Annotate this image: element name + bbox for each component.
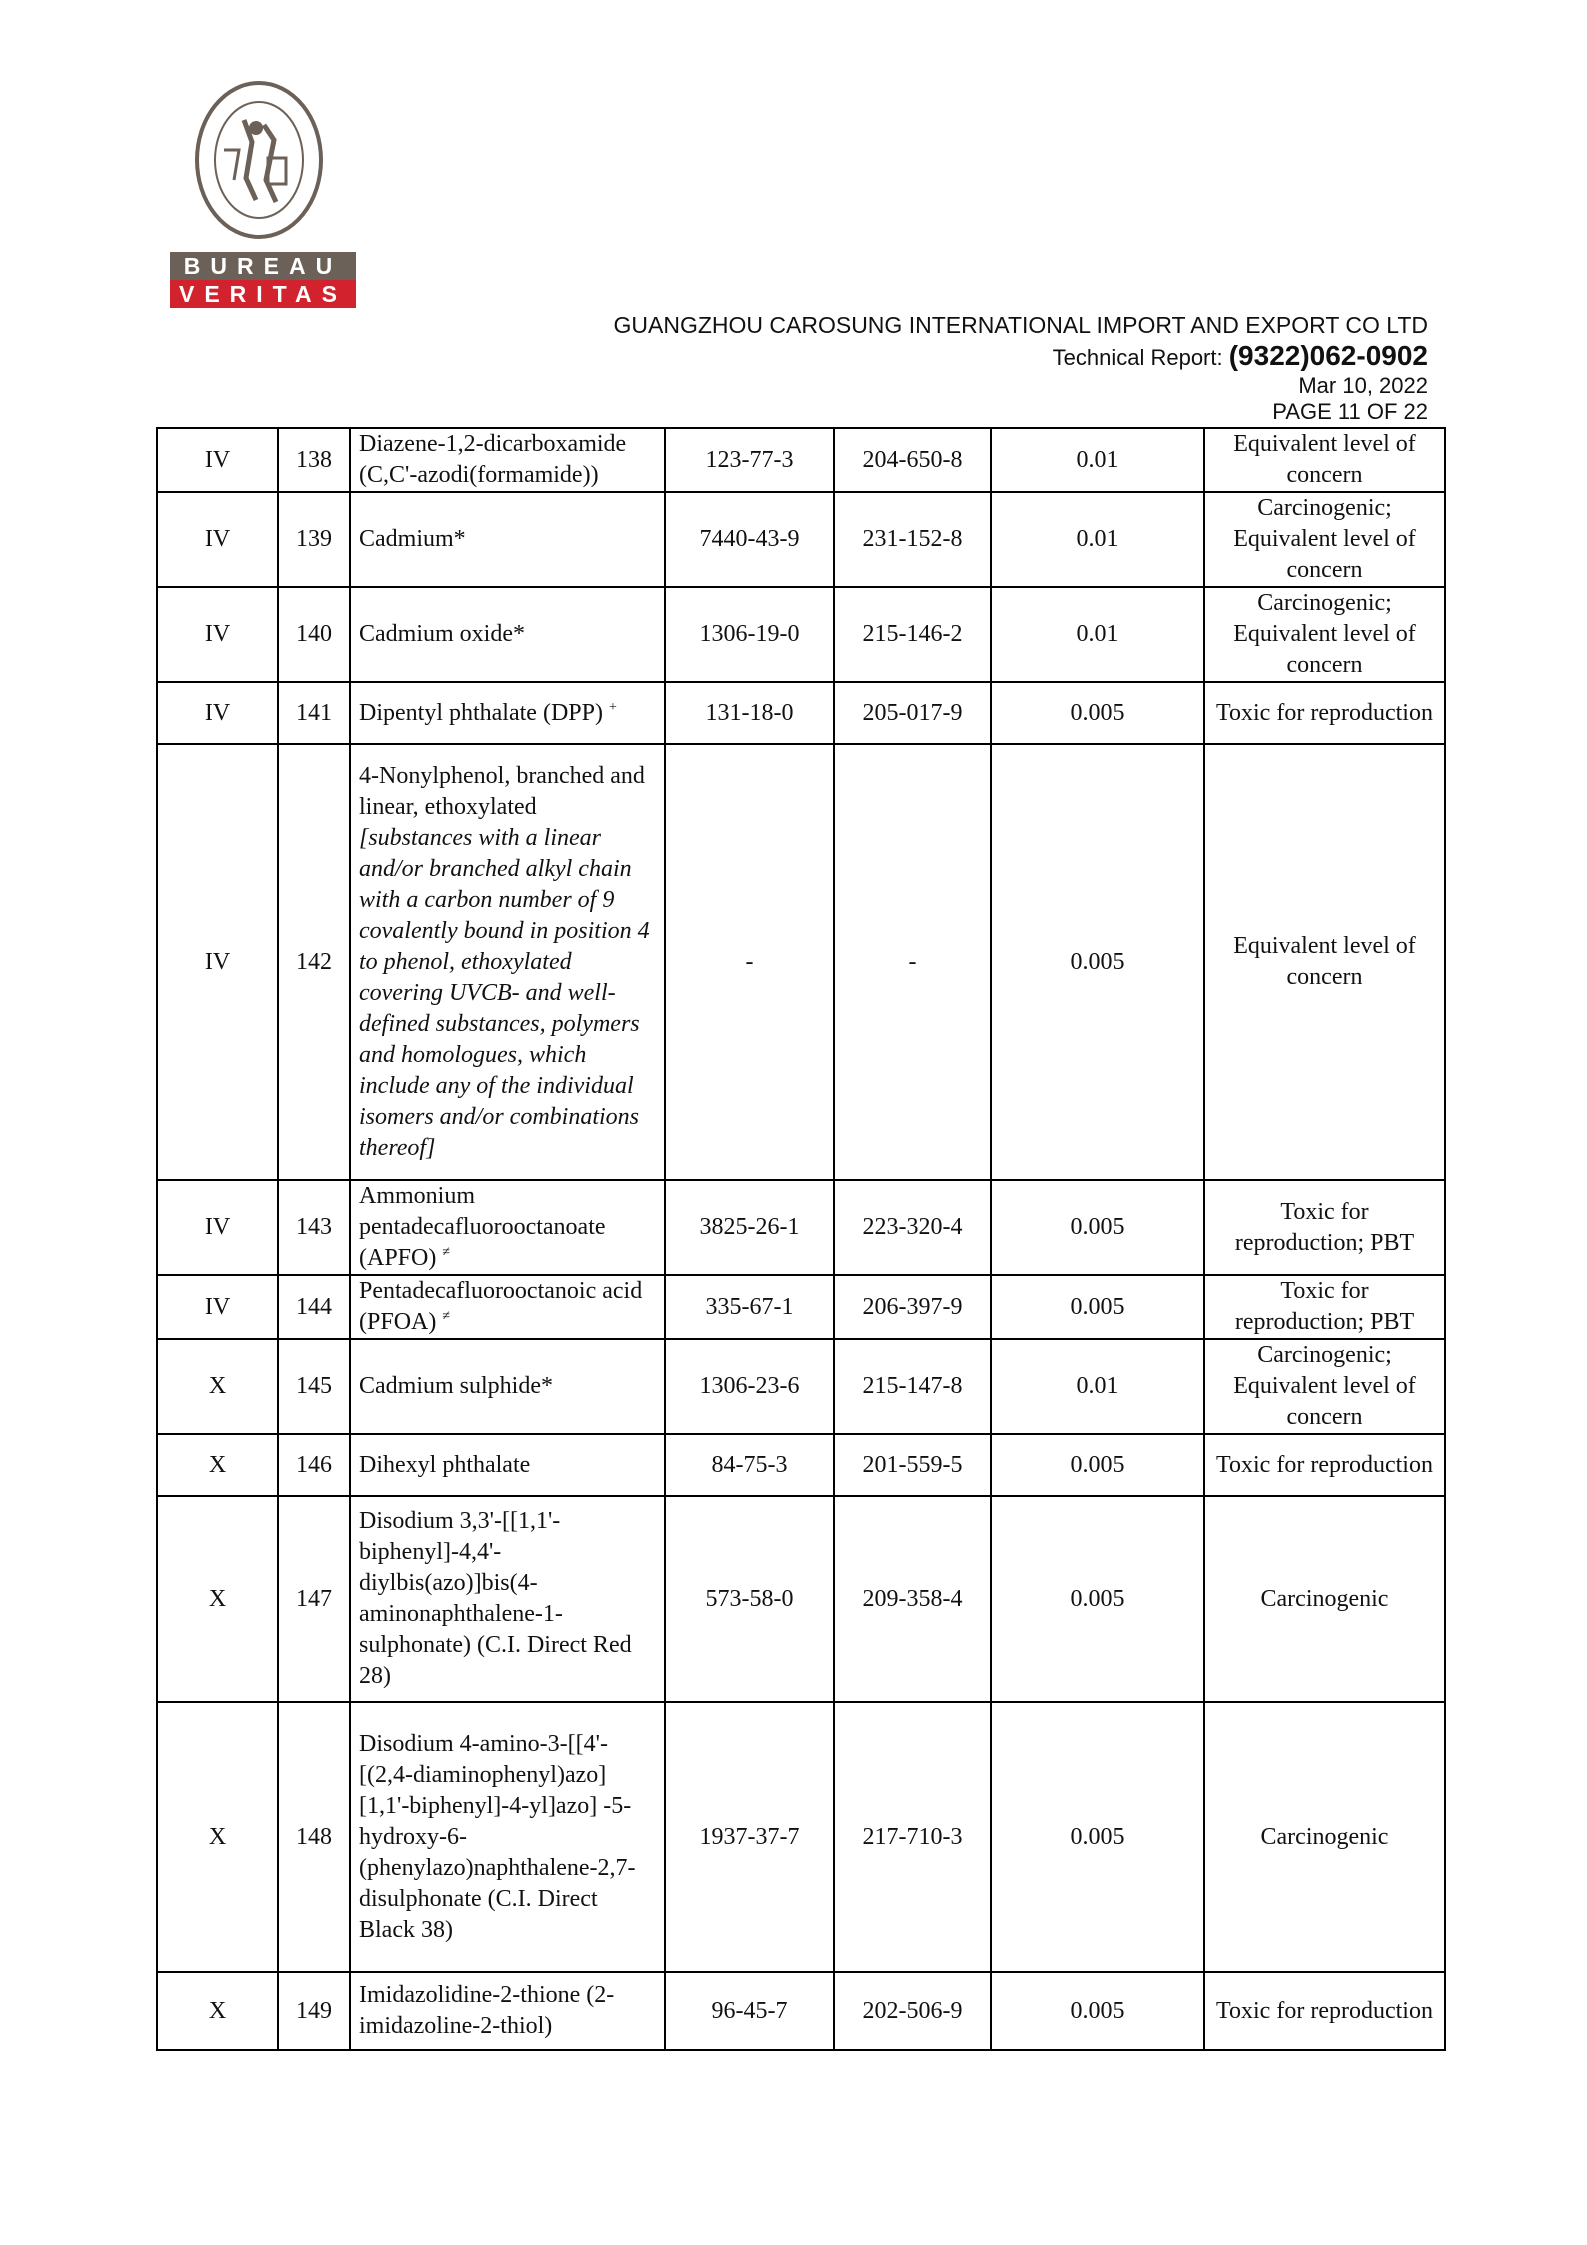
ec-number-cell-text: 204-650-8 [862, 446, 963, 473]
reason-cell [1204, 1702, 1445, 1972]
number-cell-text: 144 [296, 1293, 332, 1320]
ec-number-cell-text: 217-710-3 [862, 1823, 963, 1850]
number-cell [278, 1972, 350, 2050]
cas-number-cell [665, 1180, 834, 1275]
limit-cell [991, 682, 1204, 744]
ec-number-cell-text: 231-152-8 [862, 526, 963, 552]
cas-number-cell [665, 1496, 834, 1702]
reason-cell-text: Carcinogenic [1260, 1585, 1389, 1612]
substance-name-cell-text: Dihexyl phthalate [359, 1451, 531, 1478]
ec-number-cell [834, 587, 991, 682]
cas-number-cell-text: 335-67-1 [705, 1293, 794, 1320]
report-label: Technical Report: [1052, 345, 1229, 370]
ec-number-cell-text: 215-146-2 [862, 621, 963, 647]
cas-number-cell-text: 1306-19-0 [699, 621, 800, 647]
substance-footnote-mark: ≠ [442, 1309, 451, 1324]
cas-number-cell [665, 682, 834, 744]
number-cell-text: 146 [296, 1451, 332, 1478]
cas-number-cell [665, 1972, 834, 2050]
ec-number-cell-text: 202-506-9 [862, 1997, 963, 2024]
substance-name-cell-text: Imidazolidine-2-thione (2-imidazoline-2-thiol) [359, 1982, 615, 2039]
reason-cell [1204, 1275, 1445, 1339]
reason-cell [1204, 744, 1445, 1180]
reason-cell [1204, 1434, 1445, 1496]
group-cell-text: IV [204, 1293, 231, 1320]
substance-name-cell [350, 682, 665, 744]
group-cell [157, 428, 278, 492]
group-cell-text: IV [204, 621, 231, 647]
reason-cell-text: Toxic for reproduction [1216, 1451, 1433, 1478]
substance-name-cell-text: Disodium 4-amino-3-[[4'-[(2,4-diaminophenyl)azo][1,1'-biphenyl]-4-yl]azo] -5-hydroxy-6-(phenylazo)naphthalene-2,7-disulphonate (C.I. Direct Black 38) [359, 1730, 636, 1943]
substance-note: [substances with a linear and/or branched alkyl chain with a carbon number of 9 covalently bound in position 4 to phenol, ethoxylated covering UVCB- and well-defined substances, polymers and homologues, which include any of the individual isomers and/or combinations thereof] [359, 824, 650, 1161]
limit-cell-text: 0.005 [1070, 1214, 1125, 1240]
limit-cell [991, 428, 1204, 492]
ec-number-cell [834, 1275, 991, 1339]
group-cell-text: X [208, 1373, 227, 1399]
group-cell-text: X [208, 1451, 227, 1478]
group-cell-text: IV [204, 526, 231, 552]
group-cell-text: X [208, 1585, 227, 1612]
group-cell [157, 1275, 278, 1339]
group-cell [157, 1972, 278, 2050]
table-row [157, 1180, 1445, 1275]
limit-cell [991, 1496, 1204, 1702]
page-number: PAGE 11 OF 22 [1272, 399, 1428, 424]
ec-number-cell-text: 206-397-9 [862, 1293, 963, 1320]
cas-number-cell-text: 131-18-0 [705, 699, 794, 726]
substance-name-cell-text: Ammonium pentadecafluorooctanoate (APFO) [359, 1183, 606, 1271]
table-row [157, 682, 1445, 744]
reason-cell-text: Carcinogenic [1260, 1823, 1389, 1850]
limit-cell [991, 1434, 1204, 1496]
bureau-veritas-seal-icon [194, 80, 324, 240]
group-cell-text: IV [204, 446, 231, 473]
limit-cell-text: 0.005 [1070, 1823, 1125, 1850]
ec-number-cell [834, 1972, 991, 2050]
cas-number-cell [665, 1434, 834, 1496]
limit-cell-text: 0.005 [1070, 948, 1125, 975]
number-cell [278, 682, 350, 744]
ec-number-cell [834, 492, 991, 587]
number-cell-text: 147 [296, 1585, 332, 1612]
limit-cell [991, 744, 1204, 1180]
substance-name-cell-text: Diazene-1,2-dicarboxamide (C,C'-azodi(formamide)) [359, 431, 627, 488]
reason-cell [1204, 682, 1445, 744]
number-cell [278, 428, 350, 492]
reason-cell-text: Toxic for reproduction [1216, 1997, 1433, 2024]
reason-cell-text: Carcinogenic; Equivalent level of concern [1233, 590, 1416, 678]
group-cell-text: IV [204, 699, 231, 726]
group-cell-text: IV [204, 948, 231, 975]
number-cell-text: 143 [296, 1214, 332, 1240]
substance-name-cell [350, 1339, 665, 1434]
number-cell-text: 145 [296, 1373, 332, 1399]
substance-name-cell-text: 4-Nonylphenol, branched and linear, ethoxylated [359, 762, 645, 820]
limit-cell [991, 492, 1204, 587]
reason-cell-text: Carcinogenic; Equivalent level of concern [1233, 495, 1416, 583]
substance-footnote-mark: + [608, 699, 617, 715]
group-cell [157, 492, 278, 587]
limit-cell-text: 0.01 [1076, 1373, 1119, 1399]
reason-cell [1204, 428, 1445, 492]
reason-cell [1204, 1972, 1445, 2050]
limit-cell-text: 0.005 [1070, 1293, 1125, 1320]
substance-name-cell [350, 1496, 665, 1702]
ec-number-cell-text: 205-017-9 [862, 699, 963, 726]
ec-number-cell-text: - [908, 948, 917, 975]
cas-number-cell-text: 7440-43-9 [699, 526, 800, 552]
number-cell [278, 744, 350, 1180]
cas-number-cell [665, 428, 834, 492]
limit-cell-text: 0.005 [1070, 1585, 1125, 1612]
number-cell-text: 139 [296, 526, 332, 552]
report-line [1053, 340, 1428, 372]
group-cell [157, 1339, 278, 1434]
report-number: (9322)062-0902 [1228, 340, 1428, 371]
number-cell [278, 1434, 350, 1496]
brand-line-bureau: BUREAU [170, 252, 356, 280]
limit-cell [991, 587, 1204, 682]
table-row [157, 1702, 1445, 1972]
substance-name-cell [350, 744, 665, 1180]
cas-number-cell-text: 96-45-7 [711, 1997, 788, 2024]
limit-cell-text: 0.005 [1070, 1997, 1125, 2024]
group-cell [157, 1180, 278, 1275]
limit-cell-text: 0.01 [1076, 446, 1119, 473]
substance-name-cell [350, 492, 665, 587]
table-row [157, 587, 1445, 682]
substance-name-cell [350, 1180, 665, 1275]
group-cell-text: IV [204, 1214, 231, 1240]
number-cell-text: 142 [296, 948, 332, 975]
cas-number-cell-text: - [745, 948, 754, 975]
reason-cell-text: Toxic for reproduction; PBT [1234, 1278, 1415, 1335]
cas-number-cell-text: 3825-26-1 [699, 1214, 800, 1240]
ec-number-cell [834, 428, 991, 492]
report-date: Mar 10, 2022 [1298, 373, 1428, 398]
cas-number-cell [665, 492, 834, 587]
table-row [157, 1496, 1445, 1702]
number-cell [278, 1275, 350, 1339]
reason-cell [1204, 587, 1445, 682]
limit-cell-text: 0.005 [1070, 699, 1125, 726]
substance-name-cell-text: Dipentyl phthalate (DPP) [359, 699, 609, 726]
substance-name-cell [350, 587, 665, 682]
table-row [157, 1275, 1445, 1339]
table-row [157, 744, 1445, 1180]
reason-cell-text: Equivalent level of concern [1233, 933, 1416, 990]
limit-cell-text: 0.005 [1070, 1451, 1125, 1478]
group-cell [157, 1702, 278, 1972]
number-cell [278, 1496, 350, 1702]
table-row [157, 492, 1445, 587]
substance-name-cell [350, 428, 665, 492]
ec-number-cell [834, 1180, 991, 1275]
cas-number-cell [665, 744, 834, 1180]
ec-number-cell [834, 1434, 991, 1496]
ec-number-cell-text: 223-320-4 [862, 1214, 963, 1240]
group-cell [157, 744, 278, 1180]
ec-number-cell [834, 1496, 991, 1702]
number-cell-text: 141 [296, 699, 332, 726]
cas-number-cell [665, 1702, 834, 1972]
limit-cell [991, 1180, 1204, 1275]
table-row [157, 1339, 1445, 1434]
number-cell [278, 492, 350, 587]
limit-cell-text: 0.01 [1076, 621, 1119, 647]
substance-name-cell [350, 1434, 665, 1496]
group-cell-text: X [208, 1823, 227, 1850]
cas-number-cell-text: 1937-37-7 [699, 1823, 800, 1850]
number-cell-text: 148 [296, 1823, 332, 1850]
table-row [157, 428, 1445, 492]
substance-name-cell [350, 1972, 665, 2050]
brand-line-veritas: VERITAS [170, 280, 356, 308]
reason-cell-text: Carcinogenic; Equivalent level of concern [1233, 1342, 1416, 1430]
cas-number-cell-text: 573-58-0 [705, 1585, 794, 1612]
ec-number-cell [834, 1339, 991, 1434]
substance-name-cell-text: Cadmium oxide* [359, 621, 525, 647]
ec-number-cell [834, 1702, 991, 1972]
limit-cell-text: 0.01 [1076, 526, 1119, 552]
limit-cell [991, 1339, 1204, 1434]
group-cell [157, 1496, 278, 1702]
limit-cell [991, 1972, 1204, 2050]
substance-name-cell-text: Pentadecafluorooctanoic acid (PFOA) [359, 1278, 643, 1335]
bureau-veritas-logo [170, 80, 356, 310]
cas-number-cell-text: 123-77-3 [705, 446, 794, 473]
substance-name-cell-text: Disodium 3,3'-[[1,1'-biphenyl]-4,4'-diylbis(azo)]bis(4-aminonaphthalene-1-sulphonate) (C.I. Direct Red 28) [359, 1508, 632, 1689]
cas-number-cell-text: 84-75-3 [711, 1451, 788, 1478]
reason-cell [1204, 1496, 1445, 1702]
reason-cell [1204, 492, 1445, 587]
substance-name-cell-text: Cadmium sulphide* [359, 1373, 553, 1399]
number-cell-text: 140 [296, 621, 332, 647]
number-cell [278, 1339, 350, 1434]
cas-number-cell [665, 1339, 834, 1434]
ec-number-cell-text: 201-559-5 [862, 1451, 963, 1478]
substance-name-cell [350, 1275, 665, 1339]
substance-name-cell [350, 1702, 665, 1972]
substance-name-cell-text: Cadmium* [359, 526, 466, 552]
limit-cell [991, 1702, 1204, 1972]
reason-cell-text: Equivalent level of concern [1233, 431, 1416, 488]
group-cell [157, 587, 278, 682]
reason-cell-text: Toxic for reproduction [1216, 699, 1433, 726]
substances-table [156, 427, 1446, 2051]
group-cell [157, 1434, 278, 1496]
table-row [157, 1434, 1445, 1496]
ec-number-cell-text: 215-147-8 [862, 1373, 963, 1399]
cas-number-cell [665, 1275, 834, 1339]
cas-number-cell-text: 1306-23-6 [699, 1373, 800, 1399]
number-cell-text: 138 [296, 446, 332, 473]
reason-cell [1204, 1180, 1445, 1275]
number-cell [278, 587, 350, 682]
limit-cell [991, 1275, 1204, 1339]
reason-cell [1204, 1339, 1445, 1434]
ec-number-cell-text: 209-358-4 [862, 1585, 963, 1612]
substance-footnote-mark: ≠ [442, 1245, 451, 1260]
ec-number-cell [834, 744, 991, 1180]
company-name: GUANGZHOU CAROSUNG INTERNATIONAL IMPORT AND EXPORT CO LTD [613, 312, 1428, 338]
group-cell [157, 682, 278, 744]
number-cell-text: 149 [296, 1997, 332, 2024]
number-cell [278, 1702, 350, 1972]
group-cell-text: X [208, 1997, 227, 2024]
ec-number-cell [834, 682, 991, 744]
reason-cell-text: Toxic for reproduction; PBT [1234, 1198, 1415, 1256]
number-cell [278, 1180, 350, 1275]
cas-number-cell [665, 587, 834, 682]
table-row [157, 1972, 1445, 2050]
